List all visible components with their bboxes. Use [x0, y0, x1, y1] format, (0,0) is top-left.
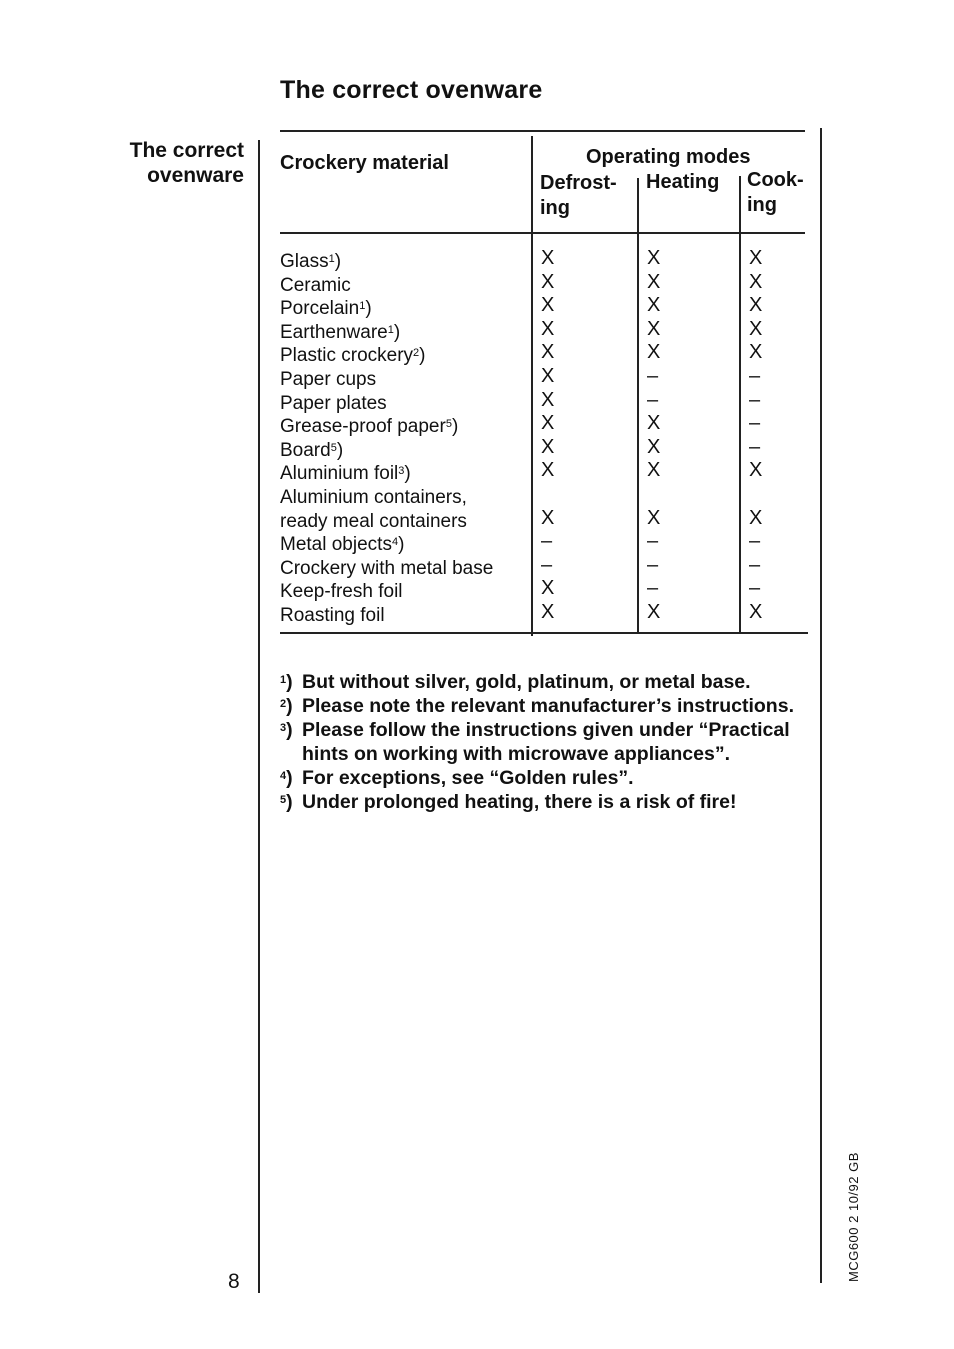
mode-mark: X — [749, 247, 763, 269]
footnote-ref-paren: ) — [334, 251, 342, 272]
table-row-material — [280, 321, 400, 345]
material-name: Paper plates — [280, 392, 387, 414]
table-row-material — [280, 533, 404, 557]
side-heading-line1: The correct — [129, 139, 244, 162]
footnote-text: Under prolonged heating, there is a risk of fire! — [302, 791, 737, 813]
table-bottom-rule — [280, 632, 808, 634]
footnote-number-digit: 5 — [280, 794, 287, 806]
footnote — [280, 766, 820, 790]
header-cooking-line1: Cook- — [747, 169, 804, 191]
mode-mark: X — [647, 341, 661, 364]
table-row-material — [280, 368, 376, 392]
table-col-divider-material — [531, 136, 533, 636]
mode-mark: – — [749, 365, 761, 387]
footnote-ref-paren: ) — [419, 345, 426, 367]
table-row-material — [280, 604, 385, 628]
mode-mark: X — [541, 247, 555, 269]
footnote-ref: 2 — [413, 347, 420, 360]
footnote-number: $^2$) — [280, 695, 293, 717]
table-row-material — [280, 344, 425, 368]
footnote-number: $^3$) — [280, 719, 293, 741]
material-name: Porcelain — [280, 298, 360, 320]
mode-mark: – — [647, 553, 659, 576]
table-top-rule — [280, 130, 805, 132]
footnote-ref: 1 — [328, 253, 335, 265]
footnote — [280, 790, 820, 814]
footnote-ref-paren: ) — [336, 439, 344, 461]
table-row-material — [280, 580, 403, 604]
footnote-text: For exceptions, see “Golden rules”. — [302, 767, 634, 789]
mode-mark: X — [541, 365, 555, 387]
footnote-ref: 4 — [391, 536, 399, 549]
table-row-material — [280, 274, 351, 298]
mode-mark: X — [541, 435, 555, 458]
mode-mark: X — [541, 601, 555, 623]
material-name: Grease-proof paper — [280, 416, 446, 438]
page-title: The correct ovenware — [280, 76, 543, 104]
footnote-ref: 1 — [359, 300, 366, 313]
footnote — [280, 694, 820, 718]
table-col-divider-heating — [739, 176, 741, 632]
material-name: Earthenware — [280, 321, 388, 343]
mode-mark: – — [541, 530, 553, 553]
material-name: ready meal containers — [280, 510, 467, 532]
footnote-ref: 5 — [445, 418, 452, 431]
mode-mark: – — [749, 435, 761, 458]
mode-mark: – — [541, 553, 553, 576]
mode-mark: – — [647, 577, 659, 600]
footnote-number-digit: 4 — [280, 770, 287, 782]
footnote-number-digit: 3 — [280, 722, 287, 734]
footnote-text: Please note the relevant manufacturer’s instructions. — [302, 695, 794, 717]
mode-mark: – — [749, 388, 761, 411]
footnote-ref: 5 — [330, 441, 337, 454]
table-row-material — [280, 439, 343, 463]
mode-mark: – — [647, 530, 659, 553]
mode-mark: X — [647, 435, 661, 458]
page-number: 8 — [228, 1270, 240, 1293]
table-row-material — [280, 297, 372, 321]
mode-mark: X — [541, 577, 555, 600]
mode-mark: X — [541, 341, 555, 364]
footnote-number: $^1$) — [280, 671, 293, 693]
left-margin-rule — [258, 140, 260, 1293]
mode-mark: X — [541, 412, 555, 435]
table-row-material — [280, 510, 467, 534]
material-name: Ceramic — [280, 274, 351, 296]
mode-mark: X — [647, 459, 661, 482]
header-defrosting-line2: ing — [540, 197, 570, 219]
mode-mark: X — [541, 270, 555, 293]
header-crockery-material: Crockery material — [280, 152, 449, 174]
mode-mark: X — [749, 506, 763, 529]
mode-mark: X — [541, 459, 555, 482]
mode-mark: X — [647, 506, 661, 529]
mode-mark: X — [647, 247, 661, 269]
footnote-text: Please follow the instructions given under “Practical hints on working with microwave appliances”. — [302, 719, 790, 765]
footnote-number-digit: 2 — [280, 698, 287, 710]
footnote-ref: 3 — [398, 465, 405, 478]
footnote-number-digit: 1 — [280, 674, 287, 686]
header-heating — [646, 170, 719, 195]
mode-mark: X — [749, 341, 763, 364]
header-operating-modes: Operating modes — [586, 146, 751, 168]
footnote — [280, 718, 820, 766]
footnote-ref-paren: ) — [393, 321, 401, 343]
mode-mark: X — [541, 294, 555, 317]
footnote-ref-paren: ) — [398, 534, 405, 556]
header-cooking — [747, 168, 804, 218]
footnote-text: But without silver, gold, platinum, or metal base. — [302, 671, 751, 693]
side-heading — [60, 138, 244, 188]
mode-mark: X — [749, 317, 763, 340]
material-name: Roasting foil — [280, 605, 385, 626]
footnote-number: $^5$) — [280, 791, 293, 813]
right-margin-rule — [820, 128, 822, 1283]
table-row-material — [280, 486, 467, 510]
material-name: Metal objects — [280, 534, 392, 556]
header-heating-line1: Heating — [646, 171, 720, 193]
mode-mark: X — [749, 601, 763, 623]
table-row-material — [280, 250, 341, 274]
table-row-material — [280, 415, 458, 439]
table-row-material — [280, 557, 493, 581]
mode-mark: X — [749, 459, 763, 482]
side-heading-line2: ovenware — [147, 164, 244, 187]
footnote-ref: 1 — [387, 323, 394, 336]
footnote-number: $^4$) — [280, 767, 293, 789]
document-code: MCG600 2 10/92 GB — [846, 1152, 861, 1282]
material-name: Crockery with metal base — [280, 557, 494, 579]
mode-mark: X — [541, 388, 555, 411]
mode-mark: X — [647, 412, 661, 435]
footnote-ref-paren: ) — [451, 416, 459, 438]
mode-mark: X — [647, 317, 661, 340]
table-row-material — [280, 392, 387, 416]
mode-mark: – — [749, 412, 761, 435]
material-name: Plastic crockery — [280, 345, 414, 367]
mode-mark: X — [541, 506, 555, 529]
table-col-divider-defrost — [637, 178, 639, 634]
mode-mark: X — [749, 270, 763, 293]
header-defrosting-line1: Defrost- — [540, 172, 617, 194]
table-header-rule — [280, 232, 805, 234]
material-name: Board — [280, 439, 331, 461]
mode-mark: – — [749, 577, 761, 600]
material-name: Paper cups — [280, 369, 377, 390]
table-row-material — [280, 462, 411, 486]
mode-mark: X — [541, 317, 555, 340]
material-name: Aluminium foil — [280, 463, 399, 485]
mode-mark: X — [647, 270, 661, 293]
material-name: Keep-fresh foil — [280, 581, 403, 603]
header-defrosting — [540, 171, 617, 221]
mode-mark: X — [647, 294, 661, 317]
footnote-ref-paren: ) — [365, 298, 372, 320]
mode-mark: X — [647, 601, 661, 623]
mode-mark: – — [647, 365, 659, 387]
footnotes — [280, 670, 820, 814]
material-name: Aluminium containers, — [280, 487, 467, 508]
mode-mark: – — [749, 553, 761, 576]
header-cooking-line2: ing — [747, 194, 777, 216]
material-name: Glass — [280, 251, 329, 272]
footnote-ref-paren: ) — [404, 463, 411, 485]
mode-mark: – — [749, 530, 761, 553]
mode-mark: X — [749, 294, 763, 317]
mode-mark: – — [647, 388, 659, 411]
footnote — [280, 670, 820, 694]
